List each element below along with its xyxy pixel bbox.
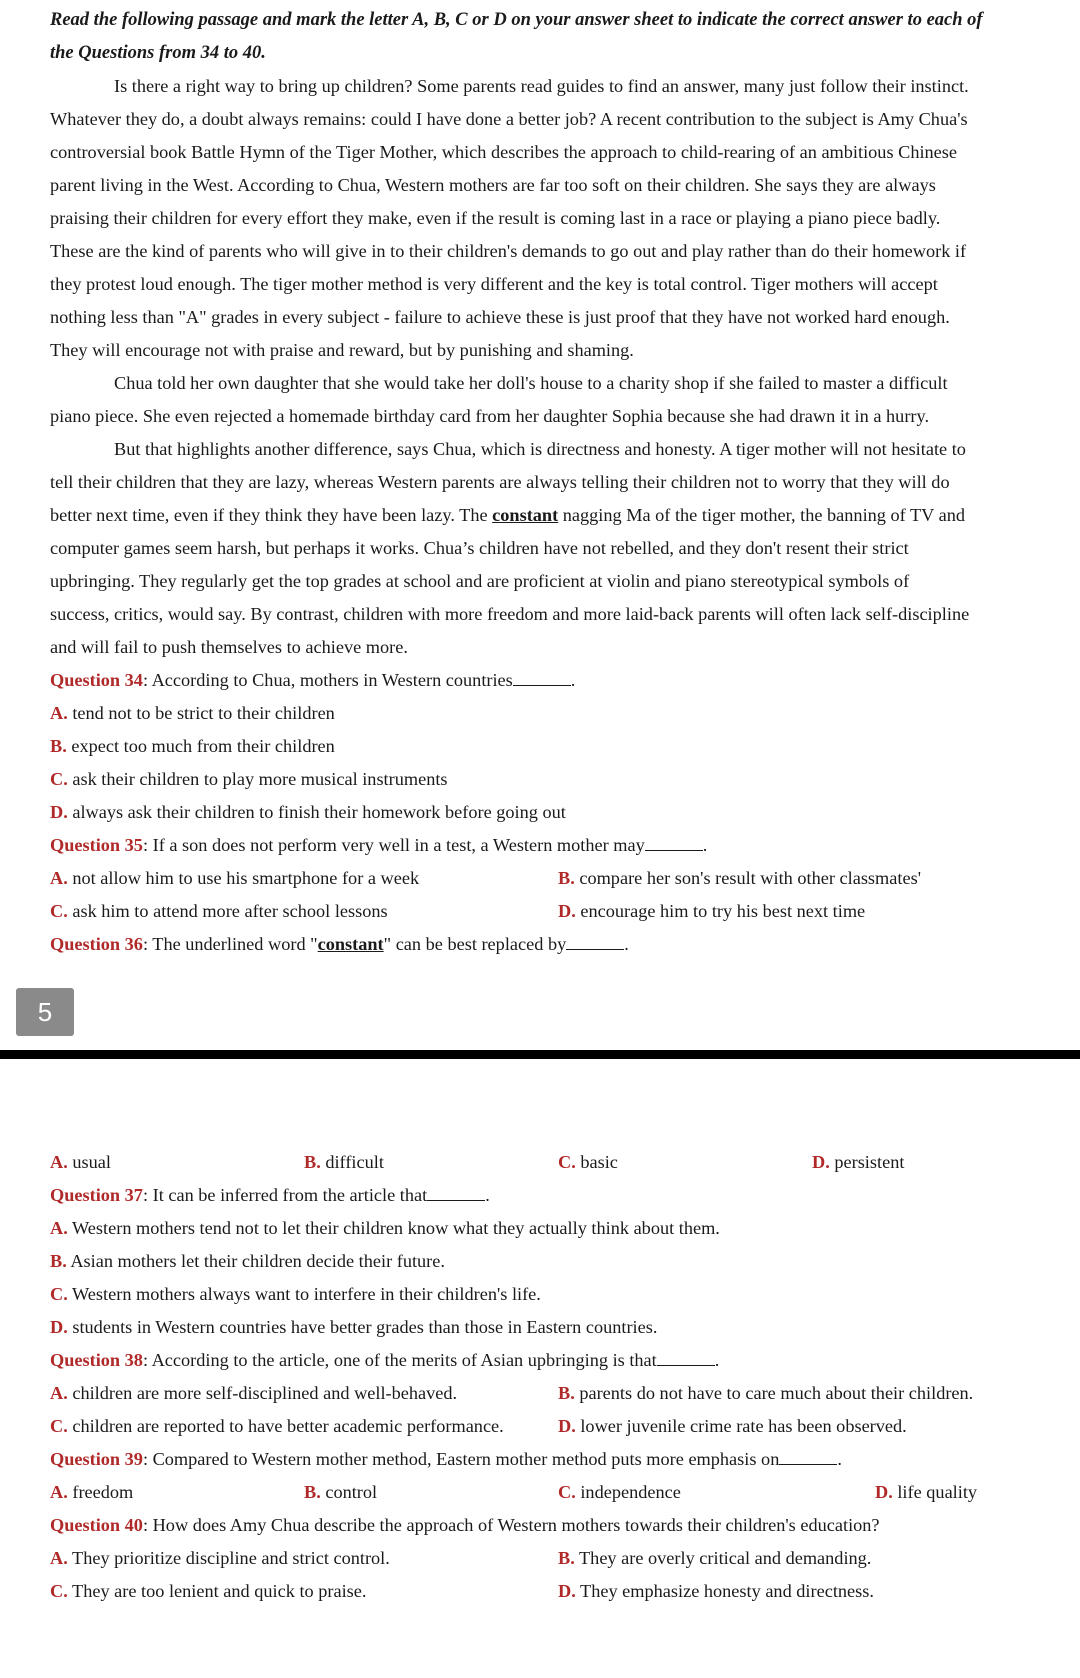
question-label: Question 35 bbox=[50, 835, 143, 855]
option-text: life quality bbox=[892, 1482, 978, 1502]
question-label: Question 39 bbox=[50, 1449, 143, 1469]
option-letter: D. bbox=[50, 802, 68, 822]
option-text: always ask their children to finish their homework before going out bbox=[67, 802, 566, 822]
instructions-line-2: the Questions from 34 to 40. bbox=[50, 43, 266, 63]
option-text: independence bbox=[575, 1482, 681, 1502]
passage-line: nothing less than "A" grades in every subject - failure to achieve these is just proof that they have not worked hard enough. bbox=[50, 307, 950, 327]
option-34-d[interactable] bbox=[50, 796, 566, 829]
question-label: Question 40 bbox=[50, 1515, 143, 1535]
option-letter: D. bbox=[50, 1317, 68, 1337]
question-end: . bbox=[485, 1185, 490, 1205]
option-text: compare her son's result with other classmates' bbox=[574, 868, 921, 888]
answer-blank bbox=[566, 935, 624, 950]
option-35-a[interactable] bbox=[50, 862, 419, 895]
option-text: Asian mothers let their children decide their future. bbox=[66, 1251, 445, 1271]
question-end: . bbox=[570, 670, 576, 690]
option-letter: B. bbox=[304, 1152, 321, 1172]
question-38 bbox=[50, 1344, 719, 1377]
passage-line: computer games seem harsh, but perhaps it works. Chua’s children have not rebelled, and they don't resent their strict bbox=[50, 538, 909, 558]
question-end: . bbox=[702, 835, 708, 855]
option-text: Western mothers tend not to let their children know what they actually think about them. bbox=[67, 1218, 720, 1238]
option-letter: D. bbox=[812, 1152, 830, 1172]
option-text: lower juvenile crime rate has been observed. bbox=[575, 1416, 907, 1436]
passage-line: They will encourage not with praise and reward, but by punishing and shaming. bbox=[50, 340, 634, 360]
passage-line: parent living in the West. According to Chua, Western mothers are far too soft on their children. She says they are always bbox=[50, 175, 936, 195]
passage-line: These are the kind of parents who will give in to their children's demands to go out and play rather than do their homework if bbox=[50, 241, 967, 261]
option-letter: A. bbox=[50, 1482, 68, 1502]
passage-segment: nagging Ma of the tiger mother, the banning of TV and bbox=[558, 505, 965, 525]
option-letter: A. bbox=[50, 1218, 68, 1238]
option-text: control bbox=[320, 1482, 378, 1502]
question-36 bbox=[50, 928, 629, 961]
question-label: Question 34 bbox=[50, 670, 143, 690]
question-end: . bbox=[837, 1449, 842, 1469]
question-stem: : It can be inferred from the article that bbox=[142, 1185, 428, 1205]
option-37-c[interactable] bbox=[50, 1278, 541, 1311]
question-stem: : If a son does not perform very well in a test, a Western mother may bbox=[142, 835, 645, 855]
option-40-d[interactable] bbox=[558, 1575, 874, 1608]
option-letter: B. bbox=[50, 736, 67, 756]
question-35 bbox=[50, 829, 707, 862]
option-letter: C. bbox=[50, 769, 68, 789]
option-letter: C. bbox=[558, 1482, 576, 1502]
question-40 bbox=[50, 1509, 880, 1542]
option-35-d[interactable] bbox=[558, 895, 865, 928]
question-end: . bbox=[714, 1350, 720, 1370]
option-letter: A. bbox=[50, 1548, 68, 1568]
option-letter: A. bbox=[50, 1383, 68, 1403]
option-38-d[interactable] bbox=[558, 1410, 907, 1443]
option-text: students in Western countries have better grades than those in Eastern countries. bbox=[67, 1317, 658, 1337]
option-text: They prioritize discipline and strict control. bbox=[67, 1548, 390, 1568]
passage-line: and will fail to push themselves to achieve more. bbox=[50, 637, 408, 657]
passage-line: praising their children for every effort they make, even if the result is coming last in a race or playing a piano piece badly. bbox=[50, 208, 941, 228]
passage-segment: better next time, even if they think they have been lazy. The bbox=[50, 505, 493, 525]
option-text: persistent bbox=[829, 1152, 905, 1172]
option-37-a[interactable] bbox=[50, 1212, 720, 1245]
option-text: usual bbox=[67, 1152, 111, 1172]
option-36-b[interactable] bbox=[304, 1146, 384, 1179]
passage-line: Is there a right way to bring up children? Some parents read guides to find an answer, many just follow their instinct. bbox=[114, 76, 969, 96]
page-two bbox=[0, 1062, 1080, 1678]
question-stem: " can be best replaced by bbox=[383, 934, 567, 954]
passage-line: Whatever they do, a doubt always remains: could I have done a better job? A recent contribution to the subject is Amy Chua's bbox=[50, 109, 968, 129]
option-letter: B. bbox=[558, 1383, 575, 1403]
question-stem: : Compared to Western mother method, Eastern mother method puts more emphasis on bbox=[142, 1449, 780, 1469]
option-39-d[interactable] bbox=[875, 1476, 977, 1509]
option-letter: C. bbox=[50, 1581, 68, 1601]
option-letter: A. bbox=[50, 703, 68, 723]
option-39-b[interactable] bbox=[304, 1476, 377, 1509]
passage-line: they protest loud enough. The tiger mother method is very different and the key is total control. Tiger mothers will accept bbox=[50, 274, 938, 294]
option-36-d[interactable] bbox=[812, 1146, 904, 1179]
option-text: freedom bbox=[67, 1482, 134, 1502]
option-letter: B. bbox=[558, 1548, 575, 1568]
option-letter: B. bbox=[304, 1482, 321, 1502]
option-letter: C. bbox=[50, 1284, 68, 1304]
option-36-a[interactable] bbox=[50, 1146, 111, 1179]
option-letter: C. bbox=[50, 901, 68, 921]
question-stem: : According to Chua, mothers in Western countries bbox=[142, 670, 513, 690]
option-text: encourage him to try his best next time bbox=[575, 901, 866, 921]
option-38-c[interactable] bbox=[50, 1410, 504, 1443]
underlined-word-constant: constant bbox=[492, 505, 559, 525]
option-37-b[interactable] bbox=[50, 1245, 445, 1278]
underlined-word-constant: constant bbox=[317, 934, 384, 954]
option-text: They emphasize honesty and directness. bbox=[575, 1581, 874, 1601]
question-37 bbox=[50, 1179, 490, 1212]
answer-blank bbox=[427, 1186, 485, 1201]
page-number-badge: 5 bbox=[16, 988, 74, 1036]
passage-line: upbringing. They regularly get the top grades at school and are proficient at violin and piano stereotypical symbols of bbox=[50, 571, 910, 591]
option-letter: B. bbox=[558, 868, 575, 888]
option-text: expect too much from their children bbox=[66, 736, 335, 756]
option-36-c[interactable] bbox=[558, 1146, 618, 1179]
option-letter: D. bbox=[558, 1581, 576, 1601]
option-letter: D. bbox=[558, 1416, 576, 1436]
option-text: tend not to be strict to their children bbox=[67, 703, 335, 723]
option-34-a[interactable] bbox=[50, 697, 335, 730]
passage-line: success, critics, would say. By contrast, children with more freedom and more laid-back parents will often lack self-discipline bbox=[50, 604, 970, 624]
answer-blank bbox=[657, 1351, 715, 1366]
question-stem: : How does Amy Chua describe the approach of Western mothers towards their children's education? bbox=[142, 1515, 880, 1535]
passage-line: Chua told her own daughter that she would take her doll's house to a charity shop if she failed to master a difficult bbox=[114, 373, 948, 393]
option-text: They are overly critical and demanding. bbox=[574, 1548, 872, 1568]
option-text: basic bbox=[575, 1152, 618, 1172]
option-40-a[interactable] bbox=[50, 1542, 390, 1575]
passage-line-underlined bbox=[50, 499, 965, 532]
option-letter: C. bbox=[50, 1416, 68, 1436]
question-34 bbox=[50, 664, 575, 697]
answer-blank bbox=[513, 671, 571, 686]
option-text: parents do not have to care much about their children. bbox=[574, 1383, 974, 1403]
option-37-d[interactable] bbox=[50, 1311, 657, 1344]
passage-line: controversial book Battle Hymn of the Tiger Mother, which describes the approach to child-rearing of an ambitious Chinese bbox=[50, 142, 958, 162]
question-stem: : The underlined word " bbox=[142, 934, 318, 954]
option-text: They are too lenient and quick to praise. bbox=[67, 1581, 367, 1601]
option-text: not allow him to use his smartphone for a week bbox=[67, 868, 420, 888]
option-text: Western mothers always want to interfere in their children's life. bbox=[67, 1284, 541, 1304]
option-34-c[interactable] bbox=[50, 763, 448, 796]
question-end: . bbox=[624, 934, 629, 954]
passage-line: tell their children that they are lazy, whereas Western parents are always telling their children not to worry that they will do bbox=[50, 472, 950, 492]
option-letter: A. bbox=[50, 868, 68, 888]
option-letter: C. bbox=[558, 1152, 576, 1172]
option-text: difficult bbox=[320, 1152, 384, 1172]
question-label: Question 36 bbox=[50, 934, 143, 954]
option-38-a[interactable] bbox=[50, 1377, 457, 1410]
option-34-b[interactable] bbox=[50, 730, 335, 763]
question-39 bbox=[50, 1443, 842, 1476]
instructions-line-1: Read the following passage and mark the letter A, B, C or D on your answer sheet to indicate the correct answer to each of bbox=[50, 10, 983, 30]
question-label: Question 37 bbox=[50, 1185, 143, 1205]
page-divider bbox=[0, 1050, 1080, 1059]
option-40-c[interactable] bbox=[50, 1575, 366, 1608]
option-text: children are reported to have better academic performance. bbox=[67, 1416, 504, 1436]
passage-line: But that highlights another difference, says Chua, which is directness and honesty. A tiger mother will not hesitate to bbox=[114, 439, 966, 459]
option-letter: D. bbox=[558, 901, 576, 921]
option-40-b[interactable] bbox=[558, 1542, 871, 1575]
option-letter: A. bbox=[50, 1152, 68, 1172]
option-35-b[interactable] bbox=[558, 862, 921, 895]
option-39-c[interactable] bbox=[558, 1476, 681, 1509]
option-letter: B. bbox=[50, 1251, 67, 1271]
option-text: children are more self-disciplined and well-behaved. bbox=[67, 1383, 458, 1403]
option-text: ask him to attend more after school lessons bbox=[67, 901, 388, 921]
question-stem: : According to the article, one of the merits of Asian upbringing is that bbox=[142, 1350, 657, 1370]
answer-blank bbox=[645, 836, 703, 851]
option-38-b[interactable] bbox=[558, 1377, 973, 1410]
option-39-a[interactable] bbox=[50, 1476, 133, 1509]
option-letter: D. bbox=[875, 1482, 893, 1502]
passage-line: piano piece. She even rejected a homemade birthday card from her daughter Sophia because she had drawn it in a hurry. bbox=[50, 406, 930, 426]
option-35-c[interactable] bbox=[50, 895, 388, 928]
question-label: Question 38 bbox=[50, 1350, 143, 1370]
option-text: ask their children to play more musical instruments bbox=[67, 769, 448, 789]
answer-blank bbox=[779, 1450, 837, 1465]
